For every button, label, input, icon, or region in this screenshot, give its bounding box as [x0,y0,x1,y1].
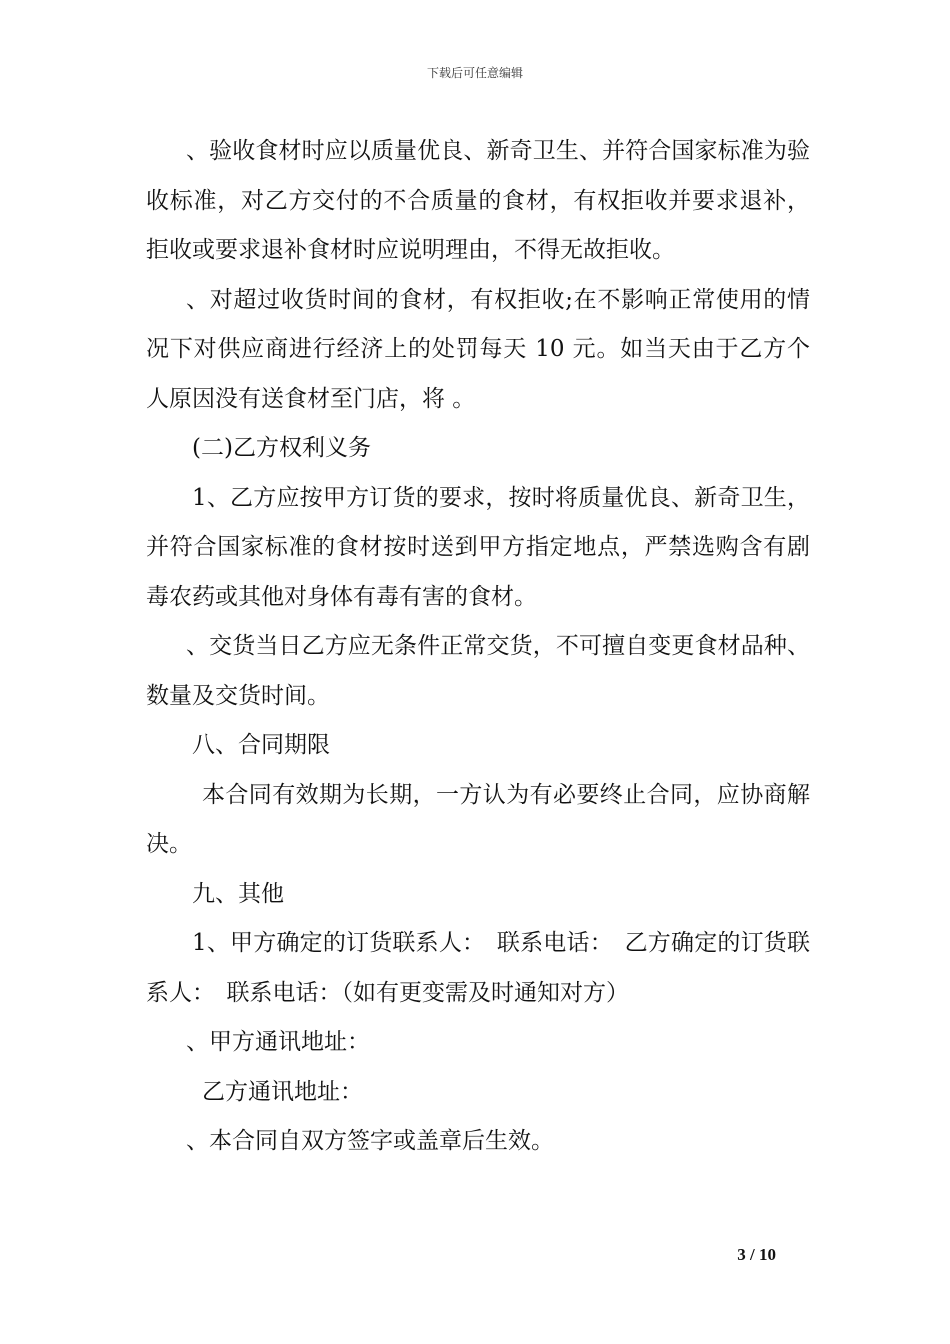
paragraph-party-b-address: 乙方通讯地址： [202,1078,363,1105]
page-header-note: 下载后可任意编辑 [426,66,523,80]
paragraph-delivery-requirements: 1、乙方应按甲方订货的要求，按时将质量优良、新奇卫生，并符合国家标准的食材按时送到甲方指定地点，严禁选购含有剧毒农药或其他对身体有毒有害的食材。 [146,484,810,610]
paragraph-party-a-address: 、甲方通讯地址： [186,1029,370,1055]
paragraph-contract-term: 本合同有效期为长期，一方认为有必要终止合同，应协商解决。 [146,781,810,857]
document-body [146,127,810,1167]
section-heading-contract-term: 八、合同期限 [192,732,330,758]
paragraph-late-delivery: 、对超过收货时间的食材，有权拒收;在不影响正常使用的情况下对供应商进行经济上的处罚每天 10 元。如当天由于乙方个人原因没有送食材至门店，将 。 [146,286,810,412]
paragraph-acceptance-standard: 、验收食材时应以质量优良、新奇卫生、并符合国家标准为验收标准，对乙方交付的不合质量的食材，有权拒收并要求退补，拒收或要求退补食材时应说明理由，不得无故拒收。 [146,138,810,263]
page-number: 3 / 10 [737,1245,776,1264]
paragraph-contacts: 1、甲方确定的订货联系人： 联系电话： 乙方确定的订货联系人： 联系电话：（如有更变需及时通知对方） [146,930,810,1006]
paragraph-effective: 、本合同自双方签字或盖章后生效。 [186,1128,554,1154]
section-heading-other: 九、其他 [192,880,284,907]
paragraph-delivery-day: 、交货当日乙方应无条件正常交货，不可擅自变更食材品种、数量及交货时间。 [146,633,810,709]
section-heading-party-b-rights: (二)乙方权利义务 [192,435,371,461]
